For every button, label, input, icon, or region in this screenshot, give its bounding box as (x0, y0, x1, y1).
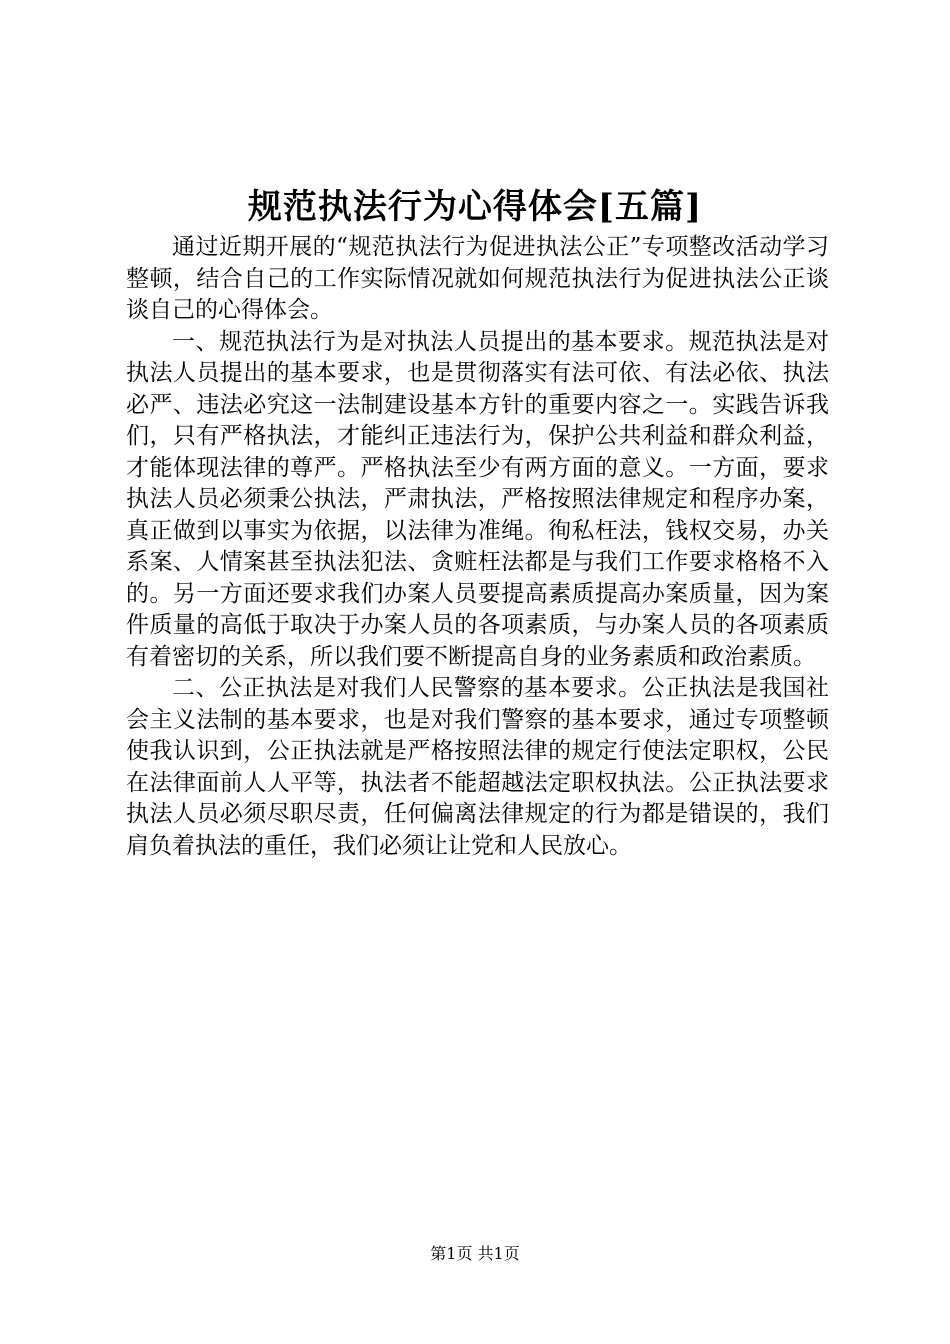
page-footer: 第1页 共1页 (430, 1244, 520, 1263)
paragraph-intro: 通过近期开展的“规范执法行为促进执法公正”专项整改活动学习整顿，结合自己的工作实际情况就如何规范执法行为促进执法公正谈谈自己的心得体会。 (126, 234, 829, 323)
paragraph-section-two: 二、公正执法是对我们人民警察的基本要求。公正执法是我国社会主义法制的基本要求，也是对我们警察的基本要求，通过专项整顿使我认识到，公正执法就是严格按照法律的规定行使法定职权，公民在法律面前人人平等，执法者不能超越法定职权执法。公正执法要求执法人员必须尽职尽责，任何偏离法律规定的行为都是错误的，我们肩负着执法的重任，我们必须让让党和人民放心。 (126, 675, 829, 859)
paragraph-section-one: 一、规范执法行为是对执法人员提出的基本要求。规范执法是对执法人员提出的基本要求，也是贯彻落实有法可依、有法必依、执法必严、违法必究这一法制建设基本方针的重要内容之一。实践告诉我们，只有严格执法，才能纠正违法行为，保护公共利益和群众利益，才能体现法律的尊严。严格执法至少有两方面的意义。一方面，要求执法人员必须秉公执法，严肃执法，严格按照法律规定和程序办案，真正做到以事实为依据，以法律为准绳。徇私枉法，钱权交易，办关系案、人情案甚至执法犯法、贪赃枉法都是与我们工作要求格格不入的。另一方面还要求我们办案人员要提高素质提高办案质量，因为案件质量的高低于取决于办案人员的各项素质，与办案人员的各项素质有着密切的关系，所以我们要不断提高自身的业务素质和政治素质。 (126, 328, 829, 670)
document-body (126, 232, 829, 862)
document-title: 规范执法行为心得体会[五篇] (247, 187, 703, 227)
